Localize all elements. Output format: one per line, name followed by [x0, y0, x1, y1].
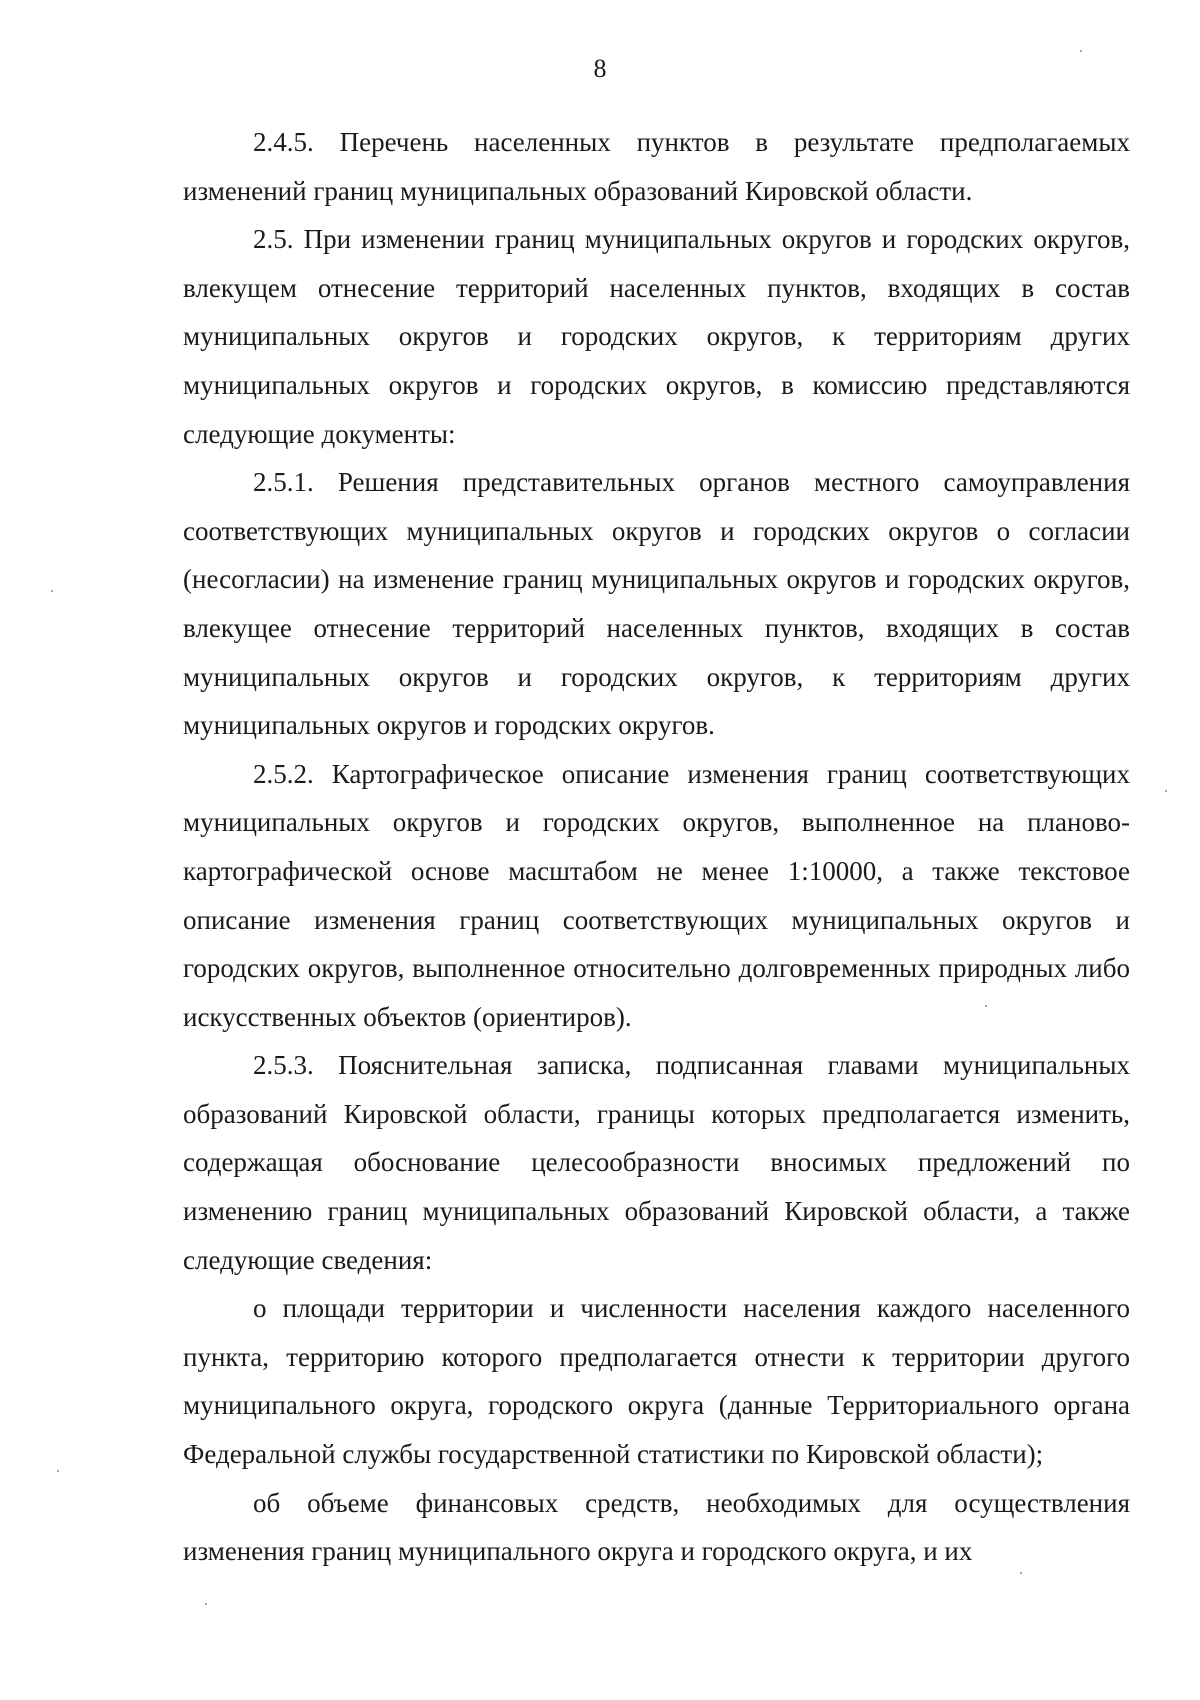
- scan-speck: [1165, 790, 1167, 792]
- paragraph-2-5-2: 2.5.2. Картографическое описание изменения границ соответствующих муниципальных округов и городских округов, выполненное на планово-картографической основе масштабом не менее 1:10000, а также текстовое описание изменения границ соответствующих муниципальных округов и городских округов, выполненное относительно долговременных природных либо искусственных объектов (ориентиров).: [183, 758, 1130, 1032]
- paragraph-2-5-3: 2.5.3. Пояснительная записка, подписанная главами муниципальных образований Кировской области, границы которых предполагается изменить, содержащая обоснование целесообразности вносимых предложений по изменению границ муниципальных образований Кировской области, а также следующие сведения:: [183, 1050, 1130, 1275]
- scan-speck: [985, 1005, 987, 1007]
- document-body: [183, 118, 1130, 1576]
- paragraph-2-4-5: 2.4.5. Перечень населенных пунктов в результате предполагаемых изменений границ муниципальных образований Кировской области.: [183, 127, 1130, 206]
- scan-speck: [51, 590, 53, 592]
- paragraph-2-5-1: 2.5.1. Решения представительных органов местного самоуправления соответствующих муниципальных округов и городских округов о согласии (несогласии) на изменение границ муниципальных округов и городских округов, влекущее отнесение территорий населенных пунктов, входящих в состав муниципальных округов и городских округов, к территориям других муниципальных округов и городских округов.: [183, 467, 1130, 741]
- paragraph-area-population: о площади территории и численности населения каждого населенного пункта, территорию которого предполагается отнести к территории другого муниципального округа, городского округа (данные Территориального органа Федеральной службы государственной статистики по Кировской области);: [183, 1293, 1130, 1470]
- paragraph-financial-resources: об объеме финансовых средств, необходимых для осуществления изменения границ муниципального округа и городского округа, и их: [183, 1487, 1130, 1567]
- scan-speck: [1080, 50, 1082, 52]
- paragraph-2-5: 2.5. При изменении границ муниципальных округов и городских округов, влекущем отнесение территорий населенных пунктов, входящих в состав муниципальных округов и городских округов, к территориям других муниципальных округов и городских округов, в комиссию представляются следующие документы:: [183, 224, 1130, 449]
- scan-speck: [205, 1603, 207, 1605]
- page-number: 8: [593, 54, 607, 83]
- scan-speck: [1020, 1572, 1022, 1574]
- scan-speck: [57, 1470, 59, 1472]
